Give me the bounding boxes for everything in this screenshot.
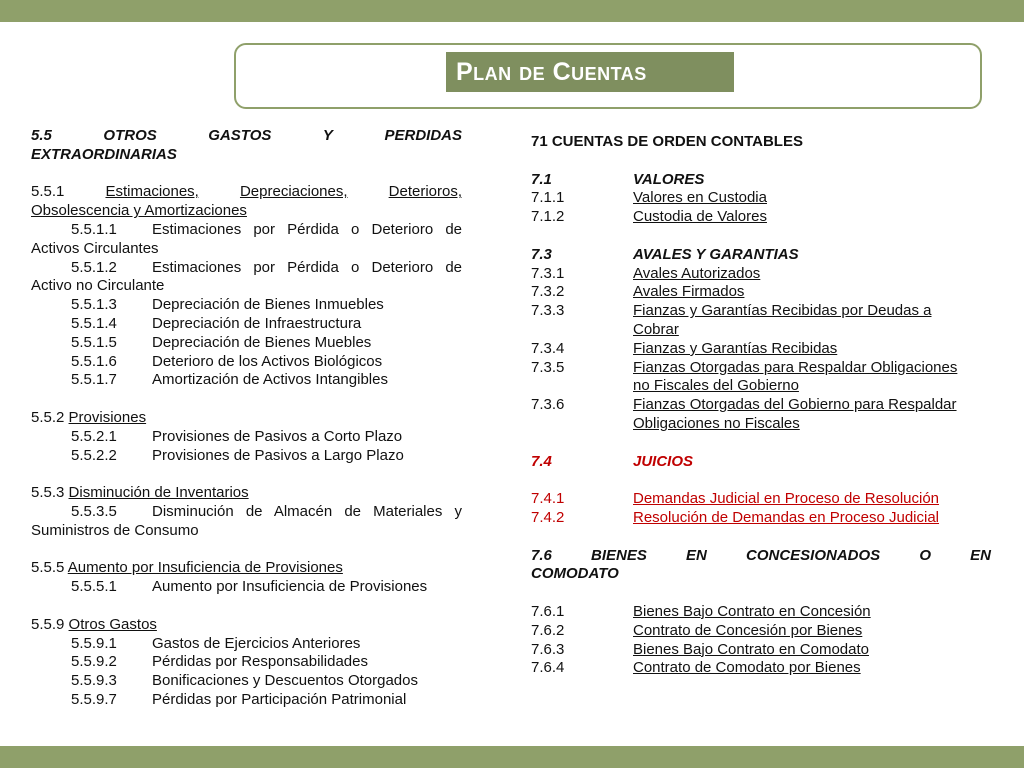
list-item: 7.3.3 Fianzas y Garantías Recibidas por Deudas a Cobrar: [531, 302, 932, 338]
section-5-5-3: 5.5.3 Disminución de Inventarios: [31, 484, 249, 502]
list-item: 7.3.1 Avales Autorizados: [531, 264, 761, 282]
list-item: 5.5.1.2 Estimaciones por Pérdida o Deterioro de: [71, 258, 462, 276]
list-item: 5.5.9.1 Gastos de Ejercicios Anteriores: [71, 634, 361, 652]
section-71-heading: 71 CUENTAS DE ORDEN CONTABLES: [531, 133, 803, 150]
list-item: 7.6.1 Bienes Bajo Contrato en Concesión: [531, 602, 871, 620]
list-item: 7.3.2 Avales Firmados: [531, 283, 745, 301]
section-5-5-9: 5.5.9 Otros Gastos: [31, 615, 157, 633]
list-item: 5.5.9.2 Pérdidas por Responsabilidades: [71, 653, 368, 671]
section-5-5-1: 5.5.1 Estimaciones, Depreciaciones, Deterioros,: [31, 183, 462, 201]
left-column: [31, 127, 462, 710]
list-item: 5.5.3.5 Disminución de Almacén de Materiales y: [71, 502, 462, 520]
section-5-5-1-tail: Obsolescencia y Amortizaciones: [31, 202, 247, 220]
list-item: 7.3.4 Fianzas y Garantías Recibidas: [531, 339, 838, 357]
list-item-tail: Suministros de Consumo: [31, 521, 199, 539]
list-item: 5.5.2.2 Provisiones de Pasivos a Largo Plazo: [71, 446, 404, 464]
list-item: 7.3.6 Fianzas Otorgadas del Gobierno para Respaldar Obligaciones no Fiscales: [531, 396, 957, 432]
list-item: 7.6.2 Contrato de Concesión por Bienes: [531, 621, 863, 639]
list-item: 5.5.9.3 Bonificaciones y Descuentos Otorgados: [71, 672, 418, 690]
list-item: 5.5.9.7 Pérdidas por Participación Patrimonial: [71, 690, 407, 708]
list-item: 5.5.1.3 Depreciación de Bienes Inmuebles: [71, 296, 384, 314]
list-item: 5.5.5.1 Aumento por Insuficiencia de Provisiones: [71, 578, 428, 596]
section-7-6-heading: 7.6 BIENES EN CONCESIONADOS O EN: [531, 546, 991, 564]
list-item-tail: Activo no Circulante: [31, 277, 165, 295]
list-item: 5.5.1.6 Deterioro de los Activos Biológicos: [71, 352, 383, 370]
section-5-5-5: 5.5.5 Aumento por Insuficiencia de Provisiones: [31, 559, 343, 577]
list-item: 7.1.2 Custodia de Valores: [531, 208, 767, 226]
list-item: 7.6.3 Bienes Bajo Contrato en Comodato: [531, 640, 869, 658]
list-item: 5.5.1.4 Depreciación de Infraestructura: [71, 314, 362, 332]
list-item-tail: Activos Circulantes: [31, 239, 159, 257]
section-7-3: 7.3 AVALES Y GARANTIAS: [531, 245, 799, 263]
list-item: 5.5.1.7 Amortización de Activos Intangibles: [71, 371, 388, 389]
bottom-band: [0, 746, 1024, 768]
section-5-5-heading-tail: EXTRAORDINARIAS: [31, 145, 177, 163]
list-item: 7.4.1 Demandas Judicial en Proceso de Resolución: [531, 490, 940, 508]
list-item: 7.6.4 Contrato de Comodato por Bienes: [531, 659, 861, 677]
section-5-5-heading: 5.5 OTROS GASTOS Y PERDIDAS: [31, 127, 462, 144]
list-item: 7.3.5 Fianzas Otorgadas para Respaldar Obligaciones no Fiscales del Gobierno: [531, 358, 958, 395]
section-7-6-heading-tail: COMODATO: [531, 565, 619, 583]
list-item: 5.5.1.5 Depreciación de Bienes Muebles: [71, 333, 372, 351]
page-title: Plan de Cuentas: [446, 52, 734, 92]
section-7-1: 7.1 VALORES: [531, 170, 705, 188]
list-item: 5.5.2.1 Provisiones de Pasivos a Corto Plazo: [71, 427, 403, 445]
list-item: 5.5.1.1 Estimaciones por Pérdida o Deterioro de: [71, 220, 462, 238]
right-column: [531, 133, 991, 678]
list-item: 7.4.2 Resolución de Demandas en Proceso Judicial: [531, 508, 940, 526]
section-7-4: 7.4 JUICIOS: [531, 452, 694, 470]
section-5-5-2: 5.5.2 Provisiones: [31, 408, 147, 426]
top-band: [0, 0, 1024, 22]
list-item: 7.1.1 Valores en Custodia: [531, 189, 767, 207]
